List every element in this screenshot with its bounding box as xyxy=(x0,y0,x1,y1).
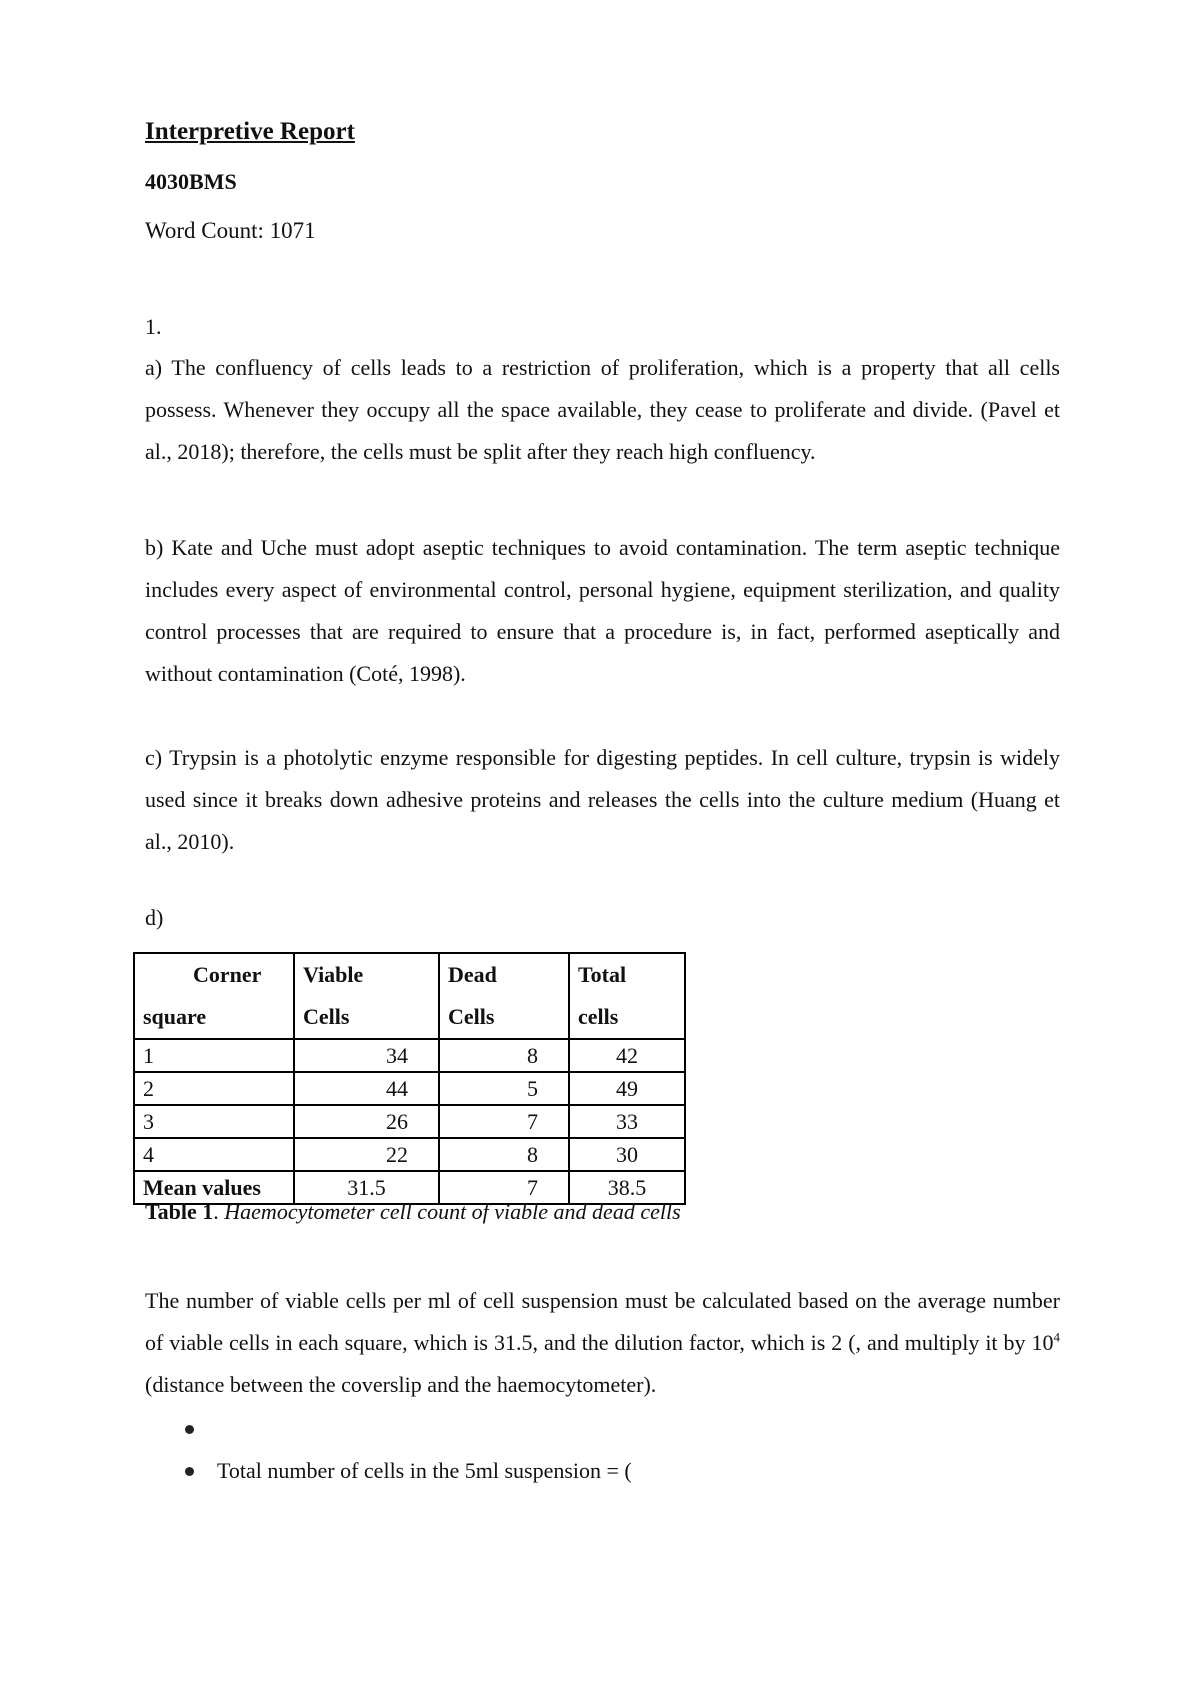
table-cell: 22 xyxy=(294,1138,439,1171)
table-cell: 5 xyxy=(439,1072,569,1105)
question-number: 1. xyxy=(145,314,162,339)
table-cell: 49 xyxy=(569,1072,685,1105)
table-cell: 4 xyxy=(134,1138,294,1171)
table-cell: Mean values xyxy=(134,1171,294,1204)
table-cell: 42 xyxy=(569,1039,685,1072)
cell-count-table xyxy=(133,952,686,1205)
header-viable-cells: Viable Cells xyxy=(294,953,439,1039)
table-cell: 38.5 xyxy=(569,1171,685,1204)
table-cell: 33 xyxy=(569,1105,685,1138)
bullet-dot-icon xyxy=(185,1425,194,1434)
report-title: Interpretive Report xyxy=(145,118,355,145)
table-row xyxy=(134,1138,685,1171)
list-item xyxy=(185,1408,632,1450)
paragraph-a: a) The confluency of cells leads to a restriction of proliferation, which is a property that all cells possess. Whenever they occupy all the space available, they cease to proliferate and divide. (Pavel et al., 2018); therefore, the cells must be split after they reach high confluency. xyxy=(145,355,1060,464)
table-cell: 8 xyxy=(439,1039,569,1072)
paragraph-c: c) Trypsin is a photolytic enzyme responsible for digesting peptides. In cell culture, trypsin is widely used since it breaks down adhesive proteins and releases the cells into the culture medium (Huang et al., 2010). xyxy=(145,745,1060,854)
table-cell: 30 xyxy=(569,1138,685,1171)
bullet-list xyxy=(185,1408,632,1492)
table-cell: 34 xyxy=(294,1039,439,1072)
exponent: 4 xyxy=(1053,1329,1060,1345)
table-caption: Table 1. Haemocytometer cell count of viable and dead cells xyxy=(145,1199,681,1224)
module-code: 4030BMS xyxy=(145,169,237,194)
table-cell: 8 xyxy=(439,1138,569,1171)
caption-label: Table 1 xyxy=(145,1199,214,1224)
bullet-dot-icon xyxy=(185,1467,194,1476)
header-dead-cells: Dead Cells xyxy=(439,953,569,1039)
table-cell: 2 xyxy=(134,1072,294,1105)
table-row xyxy=(134,1072,685,1105)
paragraph-d-label: d) xyxy=(145,905,164,930)
table-header-row xyxy=(134,953,685,1039)
table-cell: 44 xyxy=(294,1072,439,1105)
paragraph-viable-calculation: The number of viable cells per ml of cell suspension must be calculated based on the average number of viable cells in each square, which is 31.5, and the dilution factor, which is 2 (, and multiply it by $10^4$ (distance between the coverslip and the haemocytometer). xyxy=(145,1288,1060,1397)
table-cell: 31.5 xyxy=(294,1171,439,1204)
table-cell: 7 xyxy=(439,1105,569,1138)
caption-text: Haemocytometer cell count of viable and dead cells xyxy=(224,1199,681,1224)
table-cell: 1 xyxy=(134,1039,294,1072)
table-row xyxy=(134,1039,685,1072)
header-corner-square: Corner square xyxy=(134,953,294,1039)
table-row xyxy=(134,1105,685,1138)
word-count: Word Count: 1071 xyxy=(145,218,316,243)
header-total-cells: Total cells xyxy=(569,953,685,1039)
paragraph-b: b) Kate and Uche must adopt aseptic techniques to avoid contamination. The term aseptic technique includes every aspect of environmental control, personal hygiene, equipment sterilization, and quality control processes that are required to ensure that a procedure is, in fact, performed aseptically and without contamination (Coté, 1998). xyxy=(145,535,1060,686)
table-cell: 26 xyxy=(294,1105,439,1138)
table-cell: 7 xyxy=(439,1171,569,1204)
list-item: Total number of cells in the 5ml suspension = ( xyxy=(185,1450,632,1492)
table-cell: 3 xyxy=(134,1105,294,1138)
